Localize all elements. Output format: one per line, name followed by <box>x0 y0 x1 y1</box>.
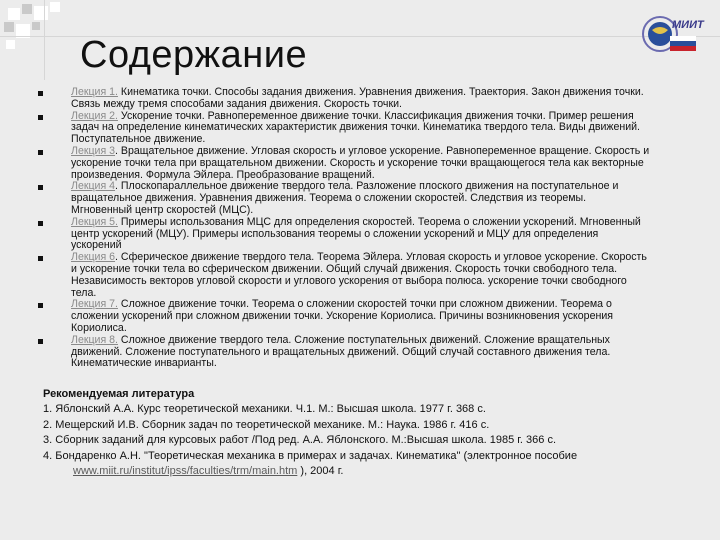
lecture-description: Кинематика точки. Способы задания движения. Уравнения движения. Траектория. Закон движения точки. Связь между тремя способами задания движения. Скорость точки. <box>71 86 644 110</box>
lecture-description: Ускорение точки. Равнопеременное движение точки. Классификация движения точки. Пример решения задач на определение кинематических характеристик движения точки. Кинематика твердого тела. Виды движений. Поступательное движение. <box>71 109 640 146</box>
reference-item: 3. Сборник заданий для курсовых работ /Под ред. А.А. Яблонского. М.:Высшая школа. 1985 г. 366 с. <box>43 434 556 447</box>
list-item <box>40 217 650 252</box>
list-item <box>40 335 650 370</box>
lecture-description: . Вращательное движение. Угловая скорость и угловое ускорение. Равнопеременное вращение. Скорость и ускорение точки тела при вращательном движении. Скорость и ускорение точки вращающегося тела как векторные произведения. Формула Эйлера. Преобразование вращений. <box>71 144 650 181</box>
list-item <box>40 299 650 334</box>
lecture-list <box>40 87 650 370</box>
decor-vertical-line <box>44 0 45 80</box>
bullet-icon <box>38 256 43 261</box>
list-item <box>40 181 650 216</box>
list-item <box>40 146 650 181</box>
reference-url-line <box>73 464 663 479</box>
reference-item: 1. Яблонский А.А. Курс теоретической механики. Ч.1. М.: Высшая школа. 1977 г. 368 с. <box>43 403 486 416</box>
list-item <box>40 87 650 111</box>
bullet-icon <box>38 150 43 155</box>
lecture-description: . Сферическое движение твердого тела. Теорема Эйлера. Угловая скорость и угловое ускорение. Скорость и ускорение точки тела во сферическом движении. Общий случай движения. Скорость точки свободного тела. Независимость векторов угловой скорости и углового ускорения от выбора полюса. ускорение точки свободного тела. <box>71 251 647 299</box>
page-title: Содержание <box>80 34 308 76</box>
lecture-link[interactable]: Лекция 6 <box>71 251 116 264</box>
lecture-link[interactable]: Лекция 5. <box>71 215 118 228</box>
reference-url-link[interactable]: www.miit.ru/institut/ipss/faculties/trm/main.htm <box>73 465 298 478</box>
lecture-description: Примеры использования МЦС для определения скоростей. Теорема о сложении ускорений. Мгновенный центр ускорений (МЦУ). Примеры использования теоремы о сложении ускорений и МЦУ для определения ускорений <box>71 215 641 252</box>
lecture-link[interactable]: Лекция 4 <box>71 180 116 193</box>
bullet-icon <box>38 185 43 190</box>
bullet-icon <box>38 221 43 226</box>
lecture-description: . Плоскопараллельное движение твердого тела. Разложение плоского движения на поступательное и вращательное движения. Уравнения движения. Теорема о сложении скоростей. Следствия из теоремы. Мгновенный центр скоростей (МЦС). <box>71 180 619 216</box>
lecture-link[interactable]: Лекция 8. <box>71 333 118 346</box>
lecture-link[interactable]: Лекция 2. <box>71 109 118 122</box>
list-item <box>40 252 650 299</box>
reference-item: 2. Мещерский И.В. Сборник задач по теоретической механике. М.: Наука. 1986 г. 416 с. <box>43 418 490 431</box>
bullet-icon <box>38 115 43 120</box>
lecture-description: Сложное движение твердого тела. Сложение поступательных движений. Сложение вращательных движений. Сложение поступательного и вращательных движений. Общий случай составного движения тела. Кинематические инварианты. <box>71 333 611 370</box>
references-heading: Рекомендуемая литература <box>43 388 195 400</box>
list-item <box>40 111 650 146</box>
lecture-link[interactable]: Лекция 3 <box>71 144 116 157</box>
lecture-link[interactable]: Лекция 7. <box>71 298 118 311</box>
bullet-icon <box>38 91 43 96</box>
reference-item: 4. Бондаренко А.Н. "Теоретическая механика в примерах и задачах. Кинематика" (электронное пособие <box>43 449 578 462</box>
reference-url-suffix: ), 2004 г. <box>297 465 344 478</box>
bullet-icon <box>38 303 43 308</box>
logo-text: МИИТ <box>672 19 704 31</box>
bullet-icon <box>38 339 43 344</box>
university-logo <box>640 8 704 56</box>
references-section <box>43 387 663 479</box>
lecture-description: Сложное движение точки. Теорема о сложении скоростей точки при сложном движении. Теорема о сложении ускорений при сложном движении точки. Ускорение Кориолиса. Причины возникновения ускорения Кориолиса. <box>71 298 613 334</box>
lecture-link[interactable]: Лекция 1. <box>71 86 118 98</box>
